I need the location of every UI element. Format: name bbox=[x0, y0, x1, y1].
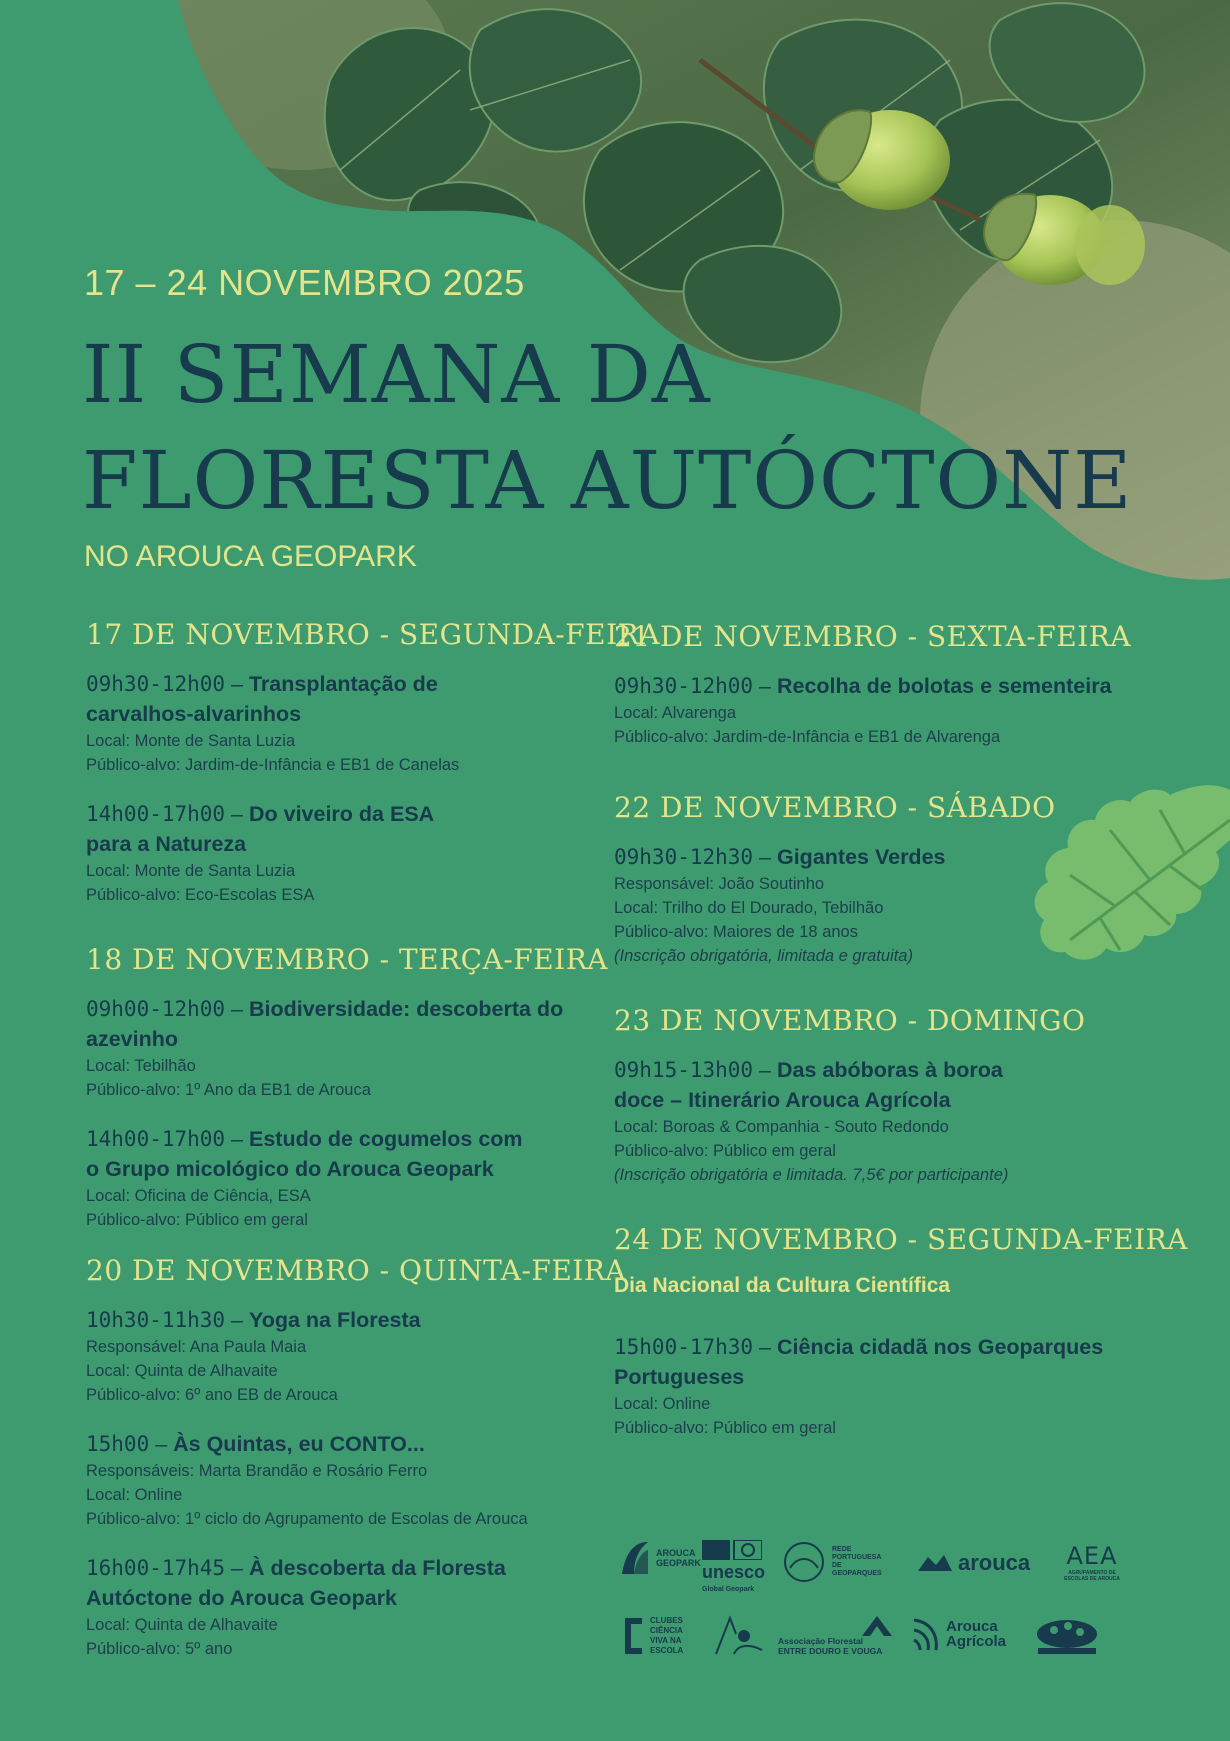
florestal-mountain-icon bbox=[862, 1616, 892, 1636]
event-local: Local: Tebilhão bbox=[86, 1057, 196, 1075]
unesco-logo: unesco Global Geopark bbox=[702, 1540, 765, 1595]
nature-logo bbox=[712, 1614, 764, 1656]
event-time: 09h00-12h00 bbox=[86, 997, 226, 1021]
arouca-mountain-icon bbox=[918, 1553, 952, 1573]
associacao-florestal-logo: Associação Florestal ENTRE DOURO E VOUGA bbox=[778, 1616, 892, 1656]
rede-geoparques-icon bbox=[782, 1540, 826, 1584]
event-audience: Público-alvo: Público em geral bbox=[614, 1142, 836, 1160]
event-item bbox=[86, 1553, 626, 1661]
event-responsible: Responsável: Ana Paula Maia bbox=[86, 1338, 307, 1356]
day-heading: 22 DE NOVEMBRO - SÁBADO bbox=[614, 791, 1056, 824]
event-time: 14h00-17h00 bbox=[86, 802, 226, 826]
event-item bbox=[614, 1055, 1174, 1187]
event-local: Local: Alvarenga bbox=[614, 704, 737, 722]
aea-logo: AEA AGRUPAMENTO DE ESCOLAS DE AROUCA bbox=[1064, 1542, 1120, 1582]
separator: – bbox=[225, 1556, 249, 1580]
event-title: Das abóboras à boroa bbox=[776, 1058, 1003, 1082]
event-item bbox=[86, 669, 626, 777]
event-title: Transplantação de carvalhos-alvarinhos bbox=[86, 672, 438, 726]
event-local: Local: Boroas & Companhia - Souto Redondo bbox=[614, 1118, 949, 1136]
geopark-icon bbox=[620, 1540, 650, 1576]
event-item bbox=[86, 799, 626, 907]
environment-logo bbox=[1034, 1616, 1100, 1656]
event-header bbox=[86, 1305, 626, 1335]
event-title: À descoberta da Floresta bbox=[248, 1556, 506, 1580]
event-title-cont: doce – Itinerário Arouca Agrícola bbox=[614, 1088, 951, 1112]
trees-icon bbox=[1034, 1616, 1100, 1656]
event-time: 15h00 bbox=[86, 1432, 150, 1456]
event-title-cont: o Grupo micológico do Arouca Geopark bbox=[86, 1157, 494, 1181]
separator: – bbox=[225, 1127, 249, 1151]
event-local: Local: Monte de Santa Luzia bbox=[86, 862, 296, 880]
schedule-right-column bbox=[614, 620, 1188, 1462]
event-dates: 17 – 24 NOVEMBRO 2025 bbox=[84, 262, 525, 303]
event-time: 09h15-13h00 bbox=[614, 1058, 754, 1082]
event-time: 09h30-12h00 bbox=[614, 674, 754, 698]
event-item bbox=[86, 1429, 626, 1531]
separator: – bbox=[149, 1432, 174, 1456]
event-audience: Público-alvo: Público em geral bbox=[614, 1419, 836, 1437]
event-note: (Inscrição obrigatória e limitada. 7,5€ por participante) bbox=[614, 1166, 1009, 1184]
event-item bbox=[86, 994, 626, 1102]
clubes-ciencia-viva-logo: CLUBES CIÊNCIA VIVA NA ESCOLA bbox=[622, 1616, 700, 1656]
event-title: Às Quintas, eu CONTO... bbox=[173, 1432, 425, 1456]
schedule-left-column bbox=[86, 618, 660, 1683]
event-audience: Público-alvo: Eco-Escolas ESA bbox=[86, 886, 315, 904]
event-time: 16h00-17h45 bbox=[86, 1556, 226, 1580]
page-title bbox=[82, 322, 1133, 534]
separator: – bbox=[753, 674, 777, 698]
event-title: Do viveiro da ESA bbox=[248, 802, 435, 826]
day-heading: 21 DE NOVEMBRO - SEXTA-FEIRA bbox=[614, 620, 1132, 653]
event-header bbox=[86, 1429, 626, 1459]
event-header bbox=[614, 1332, 1174, 1392]
event-item bbox=[614, 1332, 1174, 1440]
event-title: Estudo de cogumelos com bbox=[248, 1127, 523, 1151]
event-time: 15h00-17h30 bbox=[614, 1335, 754, 1359]
title-line-2: FLORESTA AUTÓCTONE bbox=[82, 434, 1133, 527]
separator: – bbox=[753, 1058, 777, 1082]
event-audience: Público-alvo: Jardim-de-Infância e EB1 de Canelas bbox=[86, 756, 460, 774]
event-title-cont: para a Natureza bbox=[86, 832, 247, 856]
event-local: Local: Oficina de Ciência, ESA bbox=[86, 1187, 311, 1205]
event-title-cont: Autóctone do Arouca Geopark bbox=[86, 1586, 397, 1610]
event-time: 09h30-12h00 bbox=[86, 672, 226, 696]
event-audience: Público-alvo: 6º ano EB de Arouca bbox=[86, 1386, 338, 1404]
separator: – bbox=[225, 1308, 249, 1332]
event-title: Gigantes Verdes bbox=[776, 845, 946, 869]
arouca-geopark-logo: AROUCA GEOPARK bbox=[620, 1540, 706, 1576]
separator: – bbox=[225, 997, 249, 1021]
event-header bbox=[86, 799, 626, 859]
event-header bbox=[86, 994, 626, 1054]
day-heading: 17 DE NOVEMBRO - SEGUNDA-FEIRA bbox=[86, 618, 660, 651]
partner-logos bbox=[616, 1540, 1206, 1670]
event-responsible: Responsável: João Soutinho bbox=[614, 875, 825, 893]
event-local: Local: Quinta de Alhavaite bbox=[86, 1362, 278, 1380]
event-header bbox=[614, 671, 1174, 701]
unesco-emblem-icon bbox=[702, 1540, 762, 1560]
separator: – bbox=[753, 845, 777, 869]
event-item bbox=[86, 1124, 626, 1232]
event-time: 14h00-17h00 bbox=[86, 1127, 226, 1151]
figure-icon bbox=[712, 1614, 764, 1656]
event-local: Local: Online bbox=[614, 1395, 711, 1413]
event-audience: Público-alvo: 1º ciclo do Agrupamento de Escolas de Arouca bbox=[86, 1510, 528, 1528]
separator: – bbox=[225, 802, 249, 826]
event-header bbox=[86, 1124, 626, 1184]
event-title: Yoga na Floresta bbox=[248, 1308, 421, 1332]
event-title: Recolha de bolotas e sementeira bbox=[776, 674, 1112, 698]
separator: – bbox=[225, 672, 249, 696]
event-local: Local: Online bbox=[86, 1486, 183, 1504]
event-title: Biodiversidade: descoberta do azevinho bbox=[86, 997, 564, 1051]
event-responsible: Responsáveis: Marta Brandão e Rosário Ferro bbox=[86, 1462, 428, 1480]
ciencia-viva-icon bbox=[622, 1617, 644, 1655]
event-item bbox=[614, 842, 1174, 968]
event-audience: Público-alvo: 5º ano bbox=[86, 1640, 233, 1658]
day-heading: 20 DE NOVEMBRO - QUINTA-FEIRA bbox=[86, 1254, 627, 1287]
title-line-1: II SEMANA DA bbox=[82, 328, 711, 421]
day-heading: 24 DE NOVEMBRO - SEGUNDA-FEIRA bbox=[614, 1223, 1188, 1256]
rede-geoparques-logo: REDE PORTUGUESA DE GEOPARQUES bbox=[782, 1540, 892, 1584]
event-audience: Público-alvo: Maiores de 18 anos bbox=[614, 923, 858, 941]
event-time: 10h30-11h30 bbox=[86, 1308, 226, 1332]
event-local: Local: Quinta de Alhavaite bbox=[86, 1616, 278, 1634]
event-item bbox=[86, 1305, 626, 1407]
event-title: Ciência cidadã nos Geoparques Portugueses bbox=[614, 1335, 1104, 1389]
separator: – bbox=[753, 1335, 777, 1359]
arouca-municipality-logo: arouca bbox=[918, 1550, 1030, 1576]
event-audience: Público-alvo: 1º Ano da EB1 de Arouca bbox=[86, 1081, 371, 1099]
day-heading: 23 DE NOVEMBRO - DOMINGO bbox=[614, 1004, 1086, 1037]
event-header bbox=[86, 1553, 626, 1613]
day-heading: 18 DE NOVEMBRO - TERÇA-FEIRA bbox=[86, 943, 609, 976]
event-header bbox=[86, 669, 626, 729]
leaf-arc-icon bbox=[910, 1616, 940, 1652]
event-item bbox=[614, 671, 1174, 749]
event-header bbox=[614, 1055, 1174, 1115]
page-subtitle: NO AROUCA GEOPARK bbox=[84, 540, 417, 573]
event-header bbox=[614, 842, 1174, 872]
event-local: Local: Monte de Santa Luzia bbox=[86, 732, 296, 750]
event-note: (Inscrição obrigatória, limitada e gratuita) bbox=[614, 947, 913, 965]
special-day-label: Dia Nacional da Cultura Científica bbox=[614, 1274, 951, 1297]
event-time: 09h30-12h30 bbox=[614, 845, 754, 869]
event-audience: Público-alvo: Jardim-de-Infância e EB1 de Alvarenga bbox=[614, 728, 1001, 746]
arouca-agricola-logo: Arouca Agrícola bbox=[910, 1616, 1006, 1652]
event-audience: Público-alvo: Público em geral bbox=[86, 1211, 308, 1229]
event-local: Local: Trilho do El Dourado, Tebilhão bbox=[614, 899, 884, 917]
